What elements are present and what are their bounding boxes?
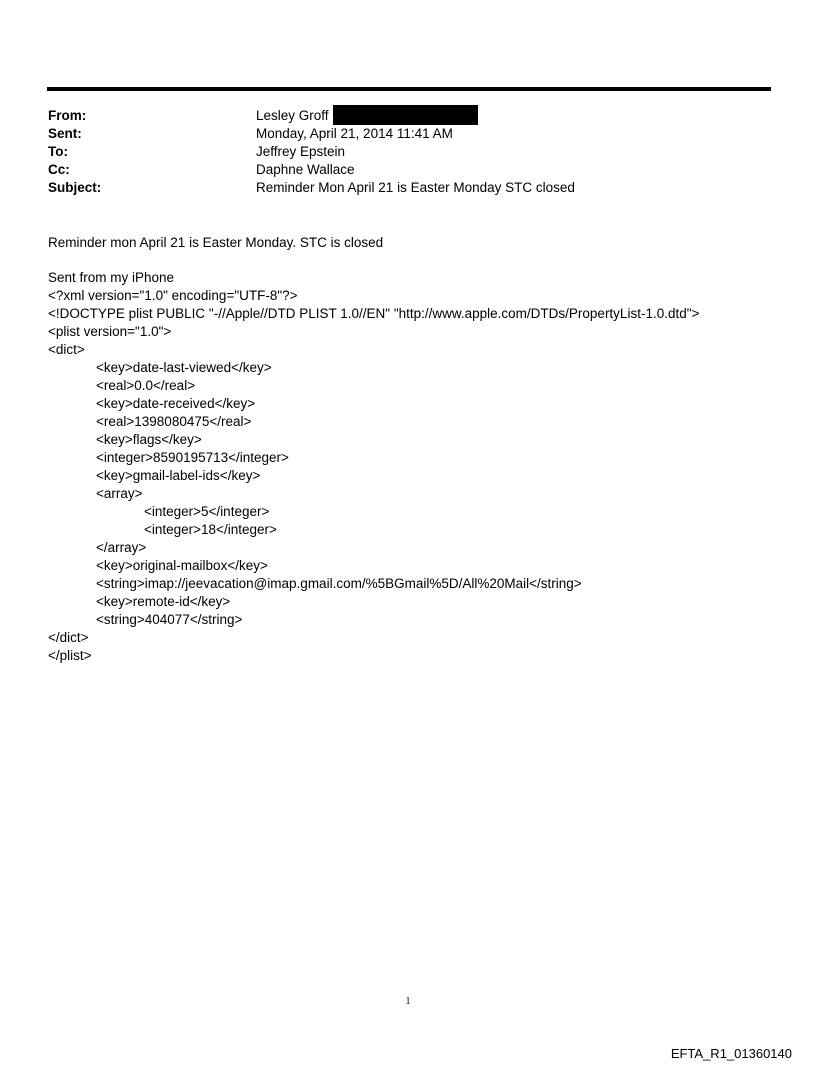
from-label: From: xyxy=(48,108,87,123)
subject-value: Reminder Mon April 21 is Easter Monday STC closed xyxy=(256,180,575,195)
cc-label: Cc: xyxy=(48,162,70,177)
message-body xyxy=(48,234,788,252)
plist-line: <key>gmail-label-ids</key> xyxy=(96,468,261,483)
to-label: To: xyxy=(48,144,68,159)
from-value: Lesley Groff xyxy=(256,108,329,123)
to-row xyxy=(48,143,768,161)
sent-row xyxy=(48,125,768,143)
plist-line: <real>1398080475</real> xyxy=(96,414,252,429)
signature-line: Sent from my iPhone xyxy=(48,270,175,285)
email-header xyxy=(48,107,768,197)
plist-line: <string>404077</string> xyxy=(96,612,243,627)
subject-label: Subject: xyxy=(48,180,102,195)
plist-line: </array> xyxy=(96,540,147,555)
plist-line: </dict> xyxy=(48,630,89,645)
plist-line: </plist> xyxy=(48,648,92,663)
cc-value: Daphne Wallace xyxy=(256,162,355,177)
page-number: 1 xyxy=(405,996,411,1007)
plist-block xyxy=(48,269,788,665)
sent-label: Sent: xyxy=(48,126,82,141)
from-value-wrap xyxy=(256,107,478,125)
cc-row xyxy=(48,161,768,179)
to-value: Jeffrey Epstein xyxy=(256,144,346,159)
plist-line: <!DOCTYPE plist PUBLIC "-//Apple//DTD PLIST 1.0//EN" "http://www.apple.com/DTDs/PropertyList-1.0.dtd"> xyxy=(48,306,700,321)
redaction-block xyxy=(333,105,478,125)
plist-line: <string>imap://jeevacation@imap.gmail.com/%5BGmail%5D/All%20Mail</string> xyxy=(96,576,582,591)
sent-value: Monday, April 21, 2014 11:41 AM xyxy=(256,126,453,141)
plist-line: <key>remote-id</key> xyxy=(96,594,231,609)
plist-line: <integer>8590195713</integer> xyxy=(96,450,289,465)
plist-line: <key>date-last-viewed</key> xyxy=(96,360,272,375)
plist-line: <key>original-mailbox</key> xyxy=(96,558,268,573)
plist-line: <integer>18</integer> xyxy=(144,522,277,537)
plist-line: <real>0.0</real> xyxy=(96,378,196,393)
plist-line: <key>date-received</key> xyxy=(96,396,256,411)
header-divider xyxy=(47,87,771,91)
from-row xyxy=(48,107,768,125)
plist-line: <integer>5</integer> xyxy=(144,504,270,519)
message-text: Reminder mon April 21 is Easter Monday. STC is closed xyxy=(48,235,384,250)
subject-row xyxy=(48,179,768,197)
plist-line: <?xml version="1.0" encoding="UTF-8"?> xyxy=(48,288,298,303)
plist-line: <array> xyxy=(96,486,143,501)
document-id: EFTA_R1_01360140 xyxy=(670,1046,792,1061)
plist-line: <dict> xyxy=(48,342,85,357)
plist-line: <plist version="1.0"> xyxy=(48,324,172,339)
plist-line: <key>flags</key> xyxy=(96,432,202,447)
